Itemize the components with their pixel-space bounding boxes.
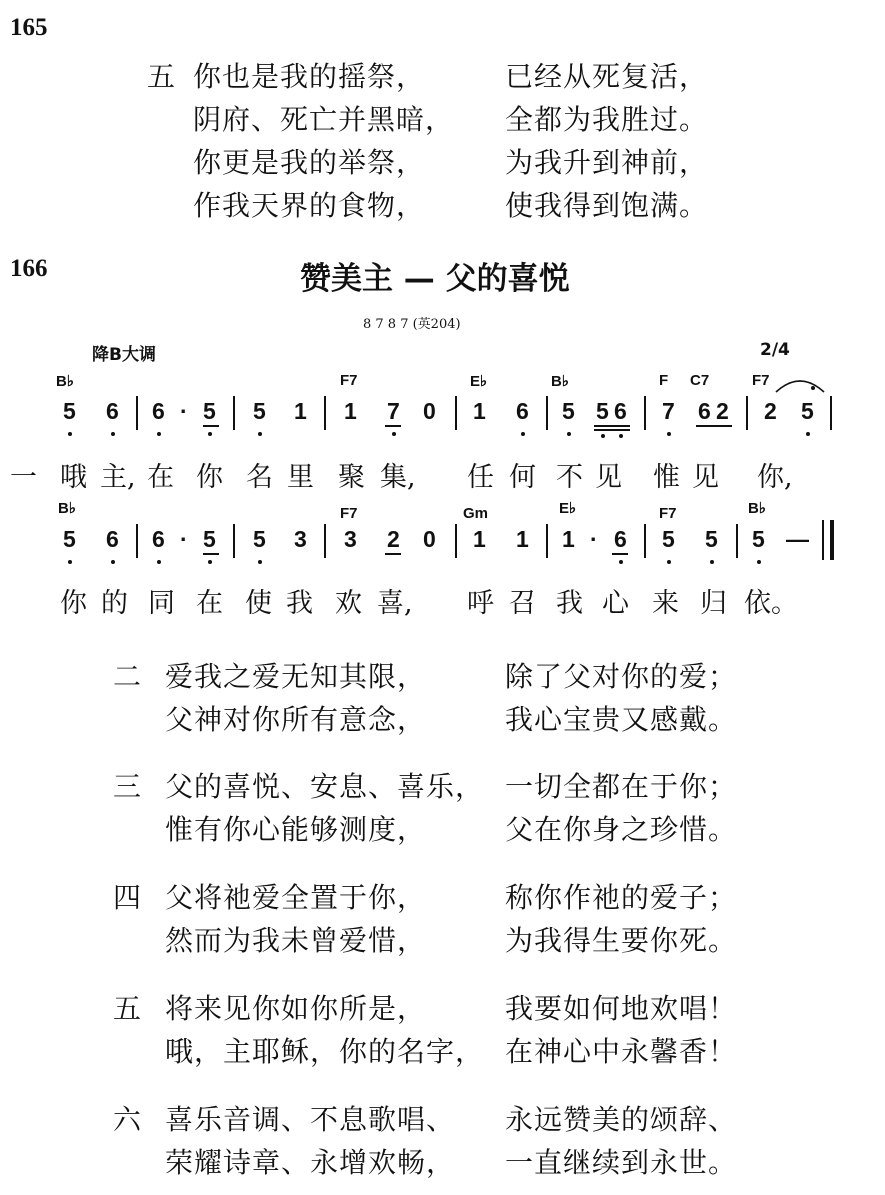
lyric-line: 已经从死复活， [505, 60, 709, 93]
lyric-syllable: 聚 [338, 462, 365, 493]
lyric-line: 爱我之爱无知其限， [165, 660, 427, 693]
chord-symbol: F [659, 372, 669, 389]
octave-dot [258, 560, 262, 564]
lyric-syllable: 在 [147, 462, 174, 493]
lyric-line: 你也是我的摇祭， [193, 60, 426, 93]
lyric-syllable: 你 [60, 588, 87, 619]
lyric-syllable: 同 [148, 588, 175, 619]
chord-symbol: B♭ [58, 500, 76, 517]
note: 6 [152, 526, 165, 552]
barline [324, 524, 326, 558]
note: 6 [614, 526, 627, 552]
octave-dot [667, 560, 671, 564]
lyric-syllable: 哦 [60, 462, 87, 493]
verse-number: 四 [113, 881, 142, 914]
chord-symbol: B♭ [551, 373, 569, 390]
note: 6 [614, 398, 627, 424]
lyric-line: 全都为我胜过。 [505, 103, 709, 136]
lyric-syllable: 归 [700, 588, 727, 619]
octave-dot [258, 432, 262, 436]
note: 3 [344, 526, 357, 552]
lyric-syllable: 不 [556, 462, 583, 493]
lyric-line: 然而为我未曾爱惜， [165, 924, 427, 957]
note: 0 [423, 526, 436, 552]
note: 7 [662, 398, 675, 424]
lyric-syllable: 一 [10, 462, 37, 493]
underline [385, 425, 401, 427]
lyric-syllable: 呼 [467, 588, 494, 619]
note-dot: · [180, 526, 188, 552]
lyric-line: 将来见你如你所是， [165, 992, 427, 1025]
octave-dot [111, 432, 115, 436]
verse-number: 六 [113, 1103, 142, 1136]
lyric-line: 一切全都在于你； [505, 770, 738, 803]
barline [136, 396, 138, 430]
chord-symbol: Gm [463, 505, 489, 522]
underline [612, 553, 628, 555]
lyric-syllable: 使 [245, 588, 272, 619]
barline [736, 524, 738, 558]
note: 2 [764, 398, 777, 424]
lyric-syllable: 任 [467, 462, 494, 493]
octave-dot [710, 560, 714, 564]
barline [233, 524, 235, 558]
chord-symbol: B♭ [748, 500, 766, 517]
note-dash: — [786, 526, 809, 552]
lyric-syllable: 我 [286, 588, 313, 619]
note: 1 [294, 398, 307, 424]
lyric-syllable: 喜, [377, 588, 413, 619]
lyric-line: 喜乐音调、不息歌唱、 [165, 1103, 456, 1136]
note: 6 [106, 526, 119, 552]
note: 0 [423, 398, 436, 424]
fermata-icon [770, 372, 830, 396]
lyric-line: 父神对你所有意念， [165, 703, 427, 736]
note: 1 [344, 398, 357, 424]
lyric-syllable: 惟 [653, 462, 680, 493]
lyric-line: 父将祂爱全置于你， [165, 881, 427, 914]
lyric-syllable: 主, [100, 462, 136, 493]
hymn-title: 赞美主 — 父的喜悦 [300, 261, 570, 297]
note: 6 [152, 398, 165, 424]
lyric-line: 除了父对你的爱； [505, 660, 738, 693]
underline [203, 553, 219, 555]
lyric-line: 一直继续到永世。 [505, 1146, 738, 1179]
lyric-line: 作我天界的食物， [193, 189, 426, 222]
barline [546, 524, 548, 558]
lyric-syllable: 何 [509, 462, 536, 493]
time-signature: 2/4 [760, 340, 790, 360]
hymn-number: 166 [10, 255, 48, 282]
lyric-syllable: 见 [692, 462, 719, 493]
octave-dot [521, 432, 525, 436]
octave-dot [567, 432, 571, 436]
lyric-syllable: 你, [757, 462, 793, 493]
verse-number: 五 [147, 60, 176, 93]
note: 2 [716, 398, 729, 424]
lyric-line: 父的喜悦、安息、喜乐， [165, 770, 485, 803]
octave-dot [601, 434, 605, 438]
note: 5 [63, 398, 76, 424]
note: 5 [662, 526, 675, 552]
chord-symbol: B♭ [56, 373, 74, 390]
note: 7 [387, 398, 400, 424]
verse-number: 二 [113, 660, 142, 693]
barline [455, 396, 457, 430]
octave-dot [208, 560, 212, 564]
lyric-syllable: 心 [602, 588, 629, 619]
note: 1 [516, 526, 529, 552]
barline [233, 396, 235, 430]
octave-dot [208, 432, 212, 436]
lyric-line: 称你作祂的爱子； [505, 881, 738, 914]
lyric-line: 为我得生要你死。 [505, 924, 738, 957]
octave-dot [68, 560, 72, 564]
note: 5 [63, 526, 76, 552]
verse-number: 三 [113, 770, 142, 803]
barline [830, 396, 832, 430]
underline [594, 429, 630, 431]
lyric-syllable: 来 [652, 588, 679, 619]
meter: 8 7 8 7 (英204) [363, 317, 461, 332]
barline [644, 396, 646, 430]
note: 5 [801, 398, 814, 424]
lyric-line: 惟有你心能够测度， [165, 813, 427, 846]
note: 6 [516, 398, 529, 424]
chord-symbol: F7 [659, 505, 677, 522]
note: 5 [705, 526, 718, 552]
underline [203, 425, 219, 427]
lyric-line: 阴府、死亡并黑暗， [193, 103, 455, 136]
barline [644, 524, 646, 558]
note: 1 [562, 526, 575, 552]
chord-symbol: F7 [340, 505, 358, 522]
chord-symbol: F7 [340, 372, 358, 389]
chord-symbol: E♭ [470, 373, 488, 390]
final-barline [830, 520, 834, 560]
lyric-syllable: 集, [380, 462, 416, 493]
octave-dot [757, 560, 761, 564]
lyric-syllable: 的 [101, 588, 128, 619]
note: 5 [253, 398, 266, 424]
lyric-line: 我要如何地欢唱！ [505, 992, 738, 1025]
lyric-line: 荣耀诗章、永增欢畅， [165, 1146, 456, 1179]
note: 5 [203, 526, 216, 552]
barline [546, 396, 548, 430]
octave-dot [806, 432, 810, 436]
lyric-line: 使我得到饱满。 [505, 189, 709, 222]
note: 6 [698, 398, 711, 424]
lyric-syllable: 欢 [335, 588, 362, 619]
chord-symbol: C7 [690, 372, 710, 389]
lyric-line: 你更是我的举祭， [193, 146, 426, 179]
octave-dot [392, 432, 396, 436]
octave-dot [68, 432, 72, 436]
chord-symbol: F7 [752, 372, 770, 389]
lyric-line: 为我升到神前， [505, 146, 709, 179]
lyric-syllable: 见 [595, 462, 622, 493]
note: 2 [387, 526, 400, 552]
note: 5 [752, 526, 765, 552]
note: 3 [294, 526, 307, 552]
note: 1 [473, 398, 486, 424]
final-barline [822, 520, 824, 560]
lyric-syllable: 召 [509, 588, 536, 619]
underline [385, 553, 401, 555]
underline [696, 425, 732, 427]
lyric-line: 在神心中永馨香！ [505, 1035, 738, 1068]
octave-dot [111, 560, 115, 564]
underline [594, 425, 630, 427]
note: 5 [203, 398, 216, 424]
barline [455, 524, 457, 558]
note-dot: · [590, 526, 598, 552]
note: 6 [106, 398, 119, 424]
lyric-line: 父在你身之珍惜。 [505, 813, 738, 846]
lyric-line: 永远赞美的颂辞、 [505, 1103, 738, 1136]
chord-symbol: E♭ [559, 500, 577, 517]
lyric-line: 我心宝贵又感戴。 [505, 703, 738, 736]
note: 5 [596, 398, 609, 424]
lyric-syllable: 里 [287, 462, 314, 493]
octave-dot [157, 432, 161, 436]
key-signature: 降B大调 [92, 345, 156, 365]
barline [136, 524, 138, 558]
octave-dot [157, 560, 161, 564]
note: 5 [562, 398, 575, 424]
lyric-line: 哦，主耶稣，你的名字， [165, 1035, 485, 1068]
note: 5 [253, 526, 266, 552]
lyric-syllable: 你 [196, 462, 223, 493]
octave-dot [667, 432, 671, 436]
hymn-number: 165 [10, 14, 48, 41]
lyric-syllable: 在 [196, 588, 223, 619]
barline [746, 396, 748, 430]
lyric-syllable: 依。 [744, 588, 798, 619]
note-dot: · [180, 398, 188, 424]
note: 1 [473, 526, 486, 552]
octave-dot [619, 434, 623, 438]
barline [324, 396, 326, 430]
lyric-syllable: 名 [246, 462, 273, 493]
verse-number: 五 [113, 992, 142, 1025]
lyric-syllable: 我 [556, 588, 583, 619]
octave-dot [619, 560, 623, 564]
